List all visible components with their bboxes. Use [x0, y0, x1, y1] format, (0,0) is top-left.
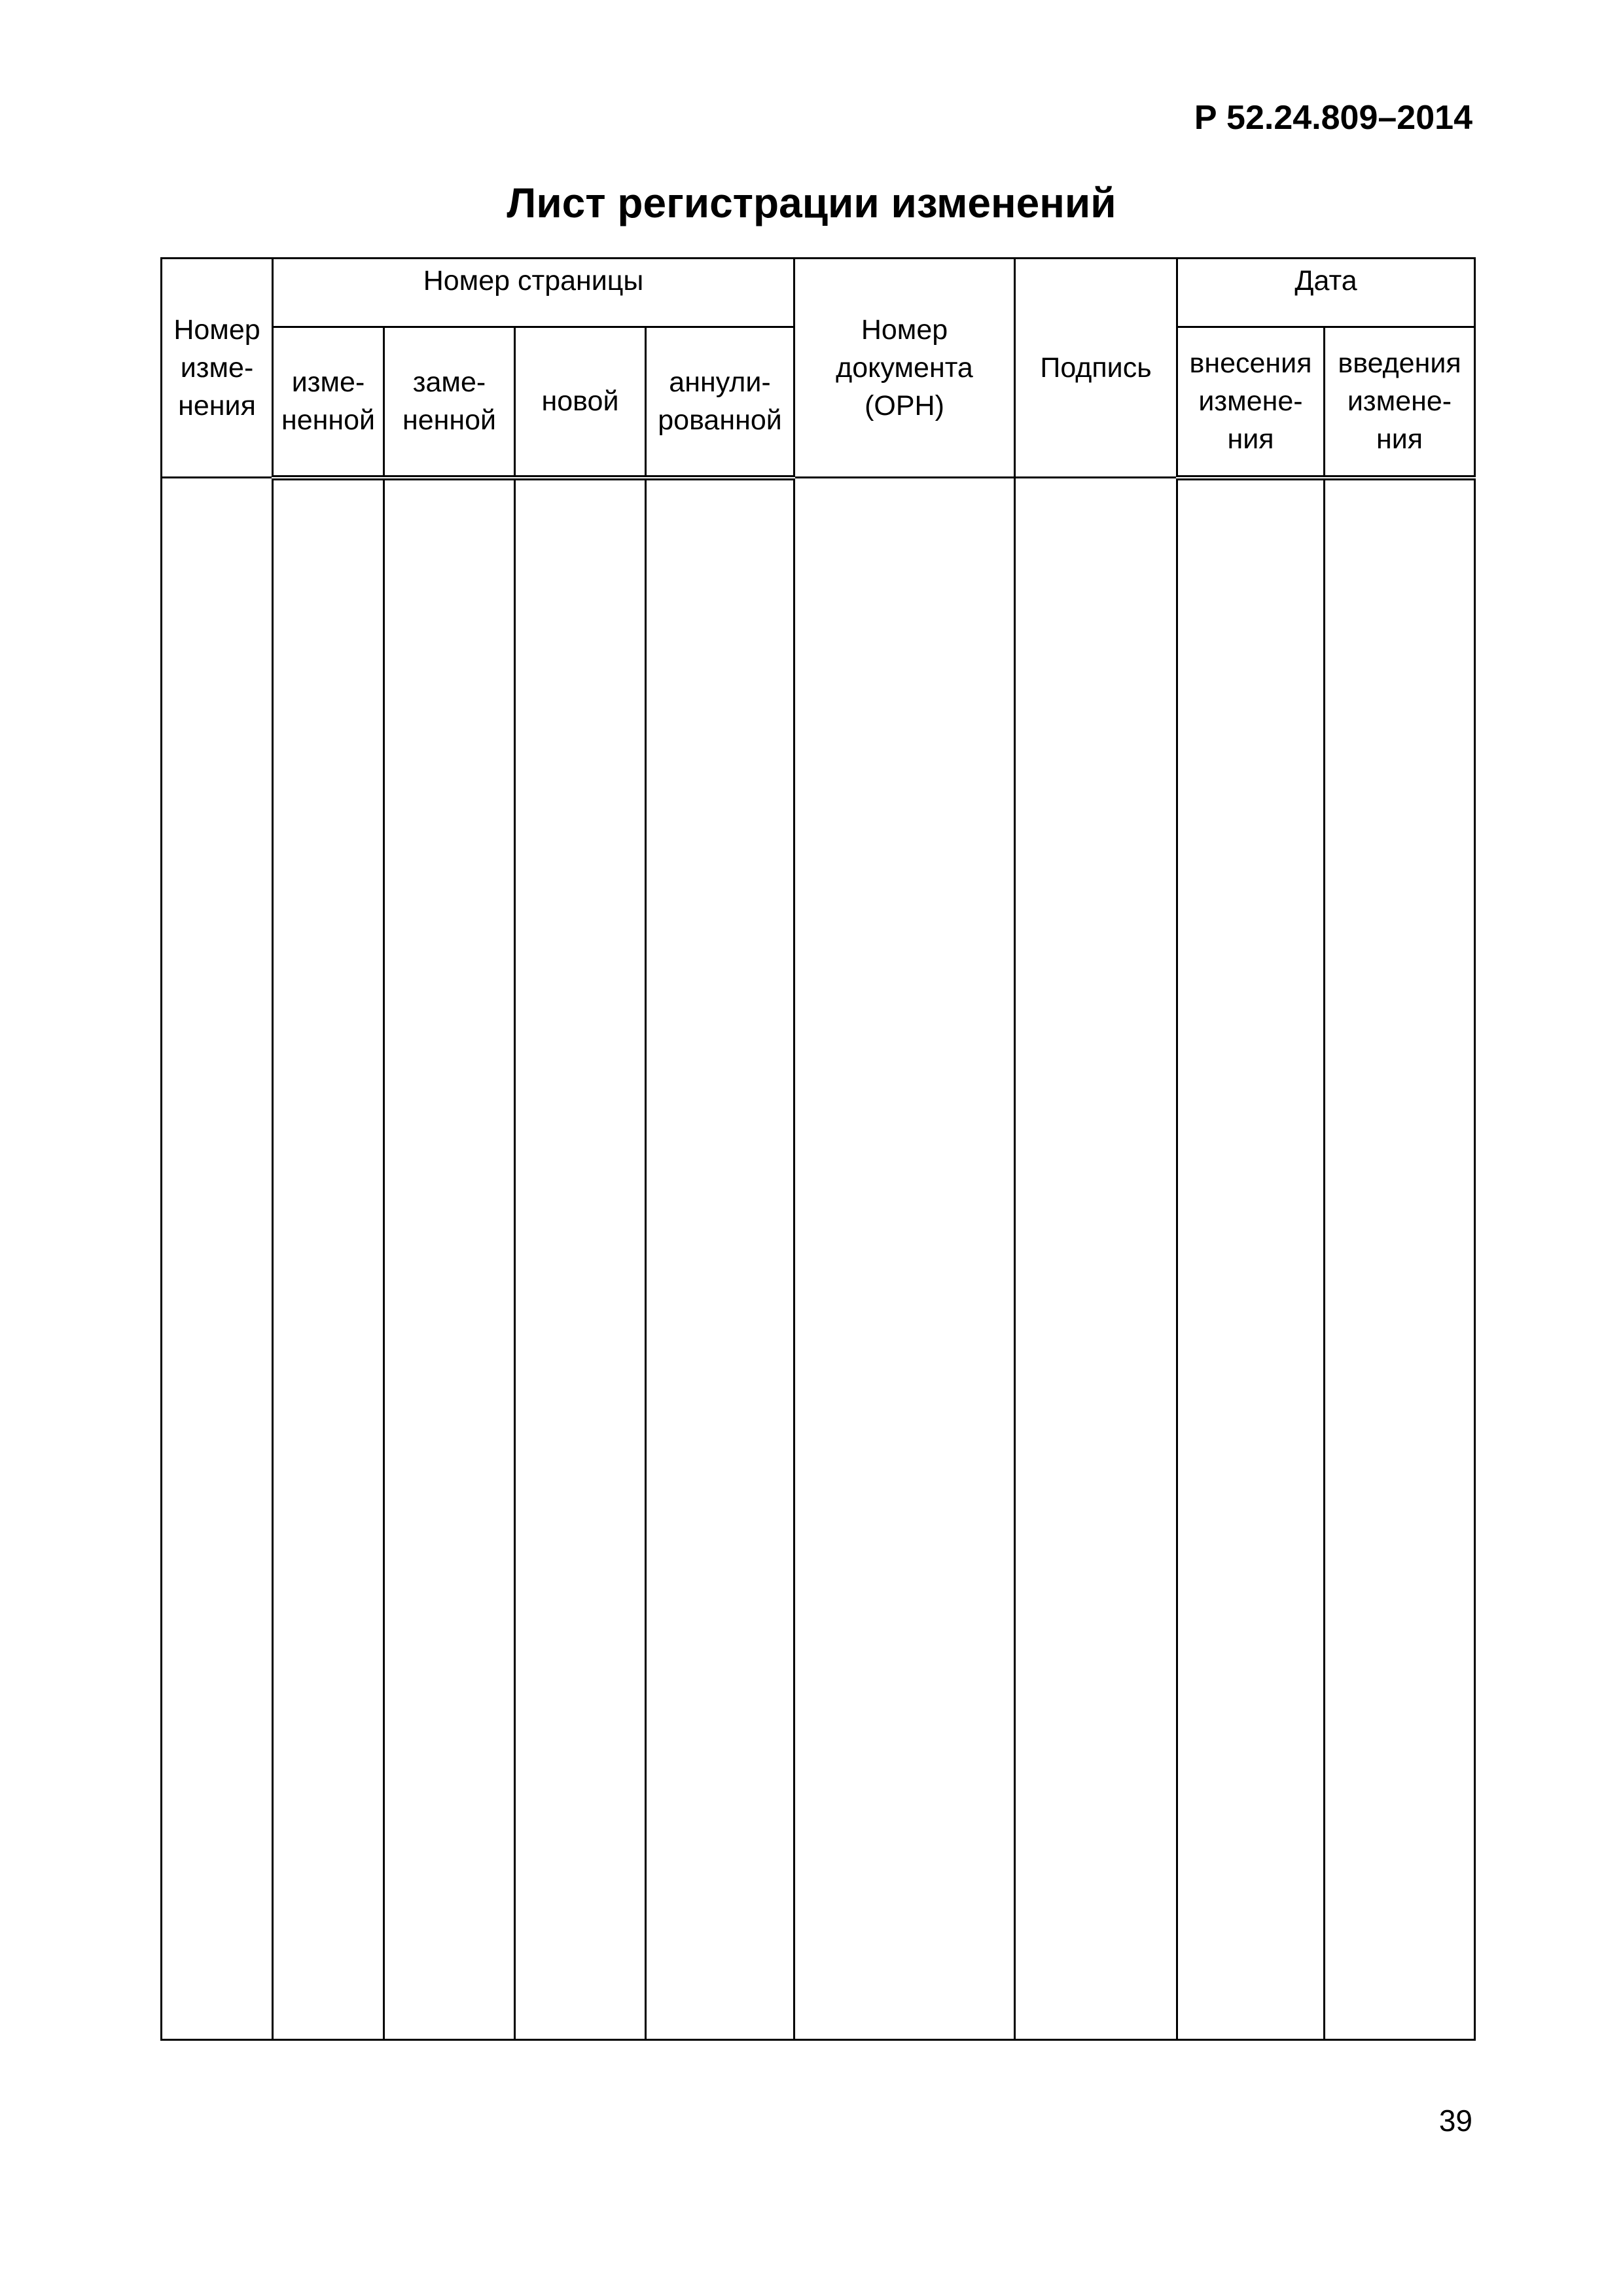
cell-document-number [794, 478, 1015, 2040]
cell-date-introduction [1325, 478, 1475, 2040]
header-date-introduction: введения измене-ния [1325, 327, 1475, 478]
page-number: 39 [1438, 2104, 1472, 2138]
cell-annulled-page [646, 478, 794, 2040]
cell-new-page [515, 478, 646, 2040]
header-annulled-page: аннули-рованной [646, 327, 794, 478]
header-new-page: новой [515, 327, 646, 478]
header-date-entry: внесения измене-ния [1177, 327, 1325, 478]
table-row [162, 478, 1475, 2040]
change-registration-table [160, 257, 1476, 2041]
header-replaced-page: заме-ненной [384, 327, 515, 478]
cell-change-number [162, 478, 273, 2040]
header-changed-page: изме-ненной [273, 327, 384, 478]
cell-changed-page [273, 478, 384, 2040]
page-title: Лист регистрации изменений [507, 179, 1116, 226]
cell-replaced-page [384, 478, 515, 2040]
header-change-number: Номер изме-нения [162, 259, 273, 478]
header-document-number: Номер документа (ОРН) [794, 259, 1015, 478]
header-page-number-group: Номер страницы [273, 259, 794, 327]
document-code: Р 52.24.809–2014 [1194, 99, 1472, 137]
cell-signature [1015, 478, 1177, 2040]
header-date-group: Дата [1177, 259, 1475, 327]
header-signature: Подпись [1015, 259, 1177, 478]
cell-date-entry [1177, 478, 1325, 2040]
